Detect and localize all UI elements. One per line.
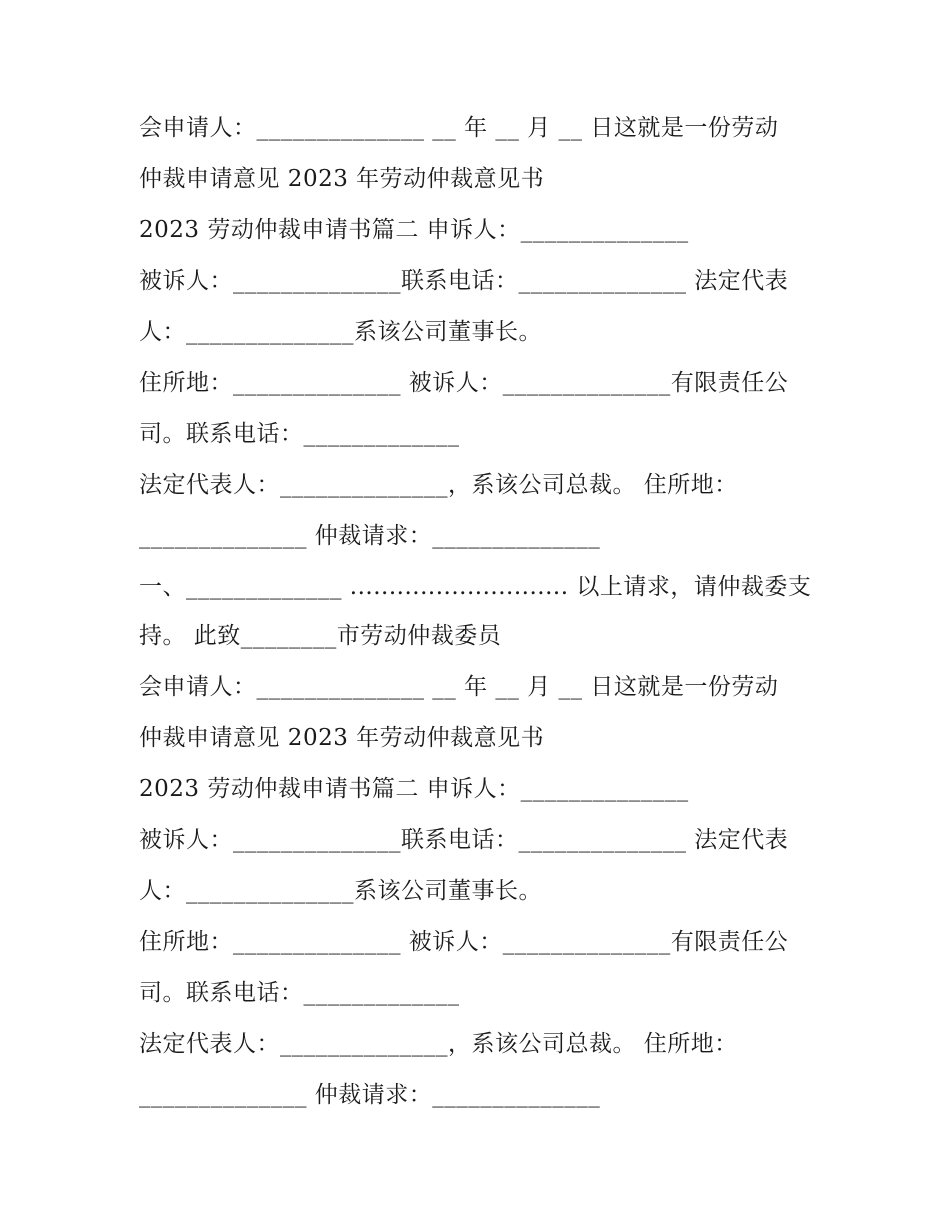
text-line: 人：______________系该公司董事长。 [139, 319, 542, 345]
text-line: 一、_____________ ............................ 以上请求，请仲裁委支 [139, 574, 812, 600]
text-line: 持。 此致________市劳动仲裁委员 [139, 623, 502, 649]
text-line: 2023 劳动仲裁申请书篇二 申诉人：______________ [139, 776, 689, 802]
text-line: 司。联系电话：_____________ [139, 421, 460, 447]
text-line: 司。联系电话：_____________ [139, 980, 460, 1006]
text-line: 法定代表人：______________，系该公司总裁。 住所地： [139, 1031, 738, 1057]
text-line: 仲裁申请意见 2023 年劳动仲裁意见书 [139, 166, 545, 192]
text-line: 法定代表人：______________，系该公司总裁。 住所地： [139, 472, 738, 498]
text-line: 被诉人：______________联系电话：______________ 法定代表 [139, 827, 789, 853]
text-line: 住所地：______________ 被诉人：______________有限责任公 [139, 929, 789, 955]
text-line: 被诉人：______________联系电话：______________ 法定代表 [139, 268, 789, 294]
text-line: 仲裁申请意见 2023 年劳动仲裁意见书 [139, 725, 545, 751]
text-line: ______________ 仲裁请求：______________ [139, 1082, 601, 1108]
text-line: 人：______________系该公司董事长。 [139, 878, 542, 904]
text-line: 会申请人：______________ __ 年 __ 月 __ 日这就是一份劳动 [139, 115, 779, 141]
text-line: 2023 劳动仲裁申请书篇二 申诉人：______________ [139, 217, 689, 243]
text-line: 会申请人：______________ __ 年 __ 月 __ 日这就是一份劳动 [139, 674, 779, 700]
text-line: 住所地：______________ 被诉人：______________有限责任公 [139, 370, 789, 396]
text-line: ______________ 仲裁请求：______________ [139, 523, 601, 549]
